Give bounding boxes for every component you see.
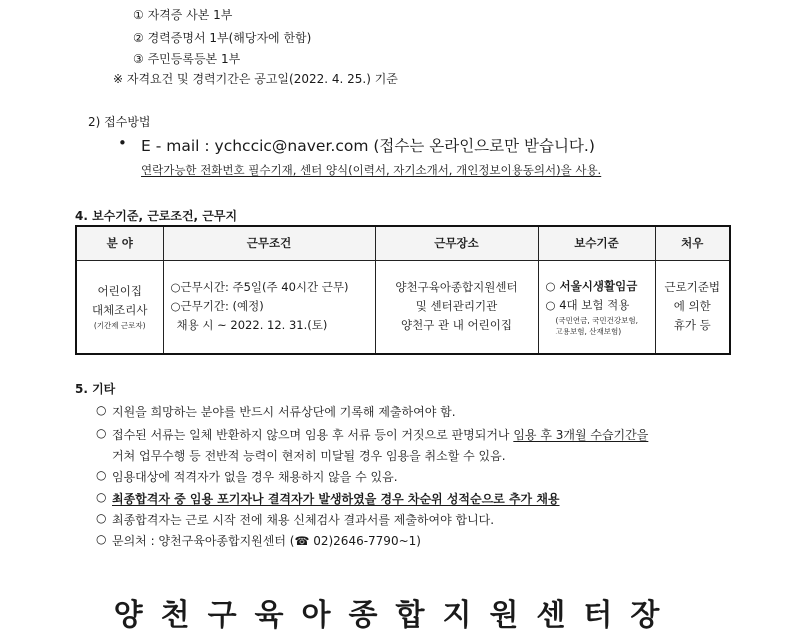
probation-underlined: 임용 후 3개월 수습기간을 <box>513 428 649 442</box>
section5-heading: 5. 기타 <box>75 382 116 396</box>
conditions-table <box>75 225 731 355</box>
etc-item-2: 접수된 서류는 일체 반환하지 않으며 임용 후 서류 등이 거짓으로 판명되거나 임용 후 3개월 수습기간을 <box>112 428 649 442</box>
apply-heading: 2) 접수방법 <box>88 115 151 129</box>
bullet-icon: • <box>118 134 127 152</box>
conditions-line-3: 채용 시 ~ 2022. 12. 31.(토) <box>176 318 328 333</box>
header-field: 분 야 <box>76 226 163 260</box>
header-place: 근무장소 <box>375 226 538 260</box>
issuer-signature: 양천구육아종합지원센터장 <box>113 598 678 633</box>
doc-note: ※ 자격요건 및 경력기간은 공고일(2022. 4. 25.) 기준 <box>113 72 398 86</box>
bullet-circle-icon: ○ <box>96 426 107 440</box>
etc-item-2-cont: 거쳐 업무수행 등 전반적 능력이 현저히 미달될 경우 임용을 취소할 수 있음. <box>112 449 506 463</box>
pay-line-4: 고용보험, 산재보험) <box>555 326 622 336</box>
cell-treatment <box>655 260 730 354</box>
field-line-1: 어린이집 <box>97 284 142 299</box>
cell-pay <box>538 260 655 354</box>
etc-item-4: 최종합격자 중 임용 포기자나 결격자가 발생하였을 경우 차순위 성적순으로 추가 채용 <box>112 492 560 506</box>
doc-item-3: ③ 주민등록등본 1부 <box>133 52 241 66</box>
bullet-circle-icon: ○ <box>96 511 107 525</box>
etc-item-5: 최종합격자는 근로 시작 전에 채용 신체검사 결과서를 제출하여야 합니다. <box>112 513 495 527</box>
pay-line-1: ○ 서울시생활임금 <box>545 278 638 293</box>
table-row <box>76 260 730 354</box>
treatment-line-2: 에 의한 <box>673 299 711 314</box>
doc-item-1: ① 자격증 사본 1부 <box>133 8 233 22</box>
etc-item-6: 문의처 : 양천구육아종합지원센터 (☎ 02)2646-7790~1) <box>112 534 421 548</box>
pay-line-3: (국민연금, 국민건강보험, <box>555 315 639 325</box>
bullet-circle-icon: ○ <box>96 532 107 546</box>
header-conditions: 근무조건 <box>163 226 375 260</box>
header-pay: 보수기준 <box>538 226 655 260</box>
place-line-1: 양천구육아종합지원센터 <box>395 280 518 295</box>
place-line-3: 양천구 관 내 어린이집 <box>401 318 512 333</box>
apply-sub-line: 연락가능한 전화번호 필수기재, 센터 양식(이력서, 자기소개서, 개인정보이용동의서)을 사용. <box>141 163 602 177</box>
field-line-2: 대체조리사 <box>91 303 148 318</box>
treatment-line-1: 근로기준법 <box>664 280 721 295</box>
cell-place <box>375 260 538 354</box>
etc-item-1: 지원을 희망하는 분야를 반드시 서류상단에 기록해 제출하여야 함. <box>112 405 456 419</box>
treatment-line-3: 휴가 등 <box>673 318 711 333</box>
cell-field <box>76 260 163 354</box>
conditions-line-1: ○근무시간: 주5일(주 40시간 근무) <box>170 280 349 295</box>
cell-conditions <box>163 260 375 354</box>
table-header-row <box>76 226 730 260</box>
pay-line-2: ○ 4대 보험 적용 <box>545 297 630 312</box>
etc-item-3: 임용대상에 적격자가 없을 경우 채용하지 않을 수 있음. <box>112 470 398 484</box>
section4-heading: 4. 보수기준, 근로조건, 근무지 <box>75 209 238 223</box>
place-line-2: 및 센터관리기관 <box>415 299 498 314</box>
bullet-circle-icon: ○ <box>96 468 107 482</box>
apply-email-line: E - mail : ychccic@naver.com (접수는 온라인으로만 받습니다.) <box>141 137 595 155</box>
bullet-circle-icon: ○ <box>96 403 107 417</box>
conditions-line-2: ○근무기간: (예정) <box>170 299 264 314</box>
doc-item-2: ② 경력증명서 1부(해당자에 한함) <box>133 31 312 45</box>
header-treatment: 처우 <box>655 226 730 260</box>
field-line-3: (기간제 근로자) <box>93 321 146 331</box>
bullet-circle-icon: ○ <box>96 490 107 504</box>
